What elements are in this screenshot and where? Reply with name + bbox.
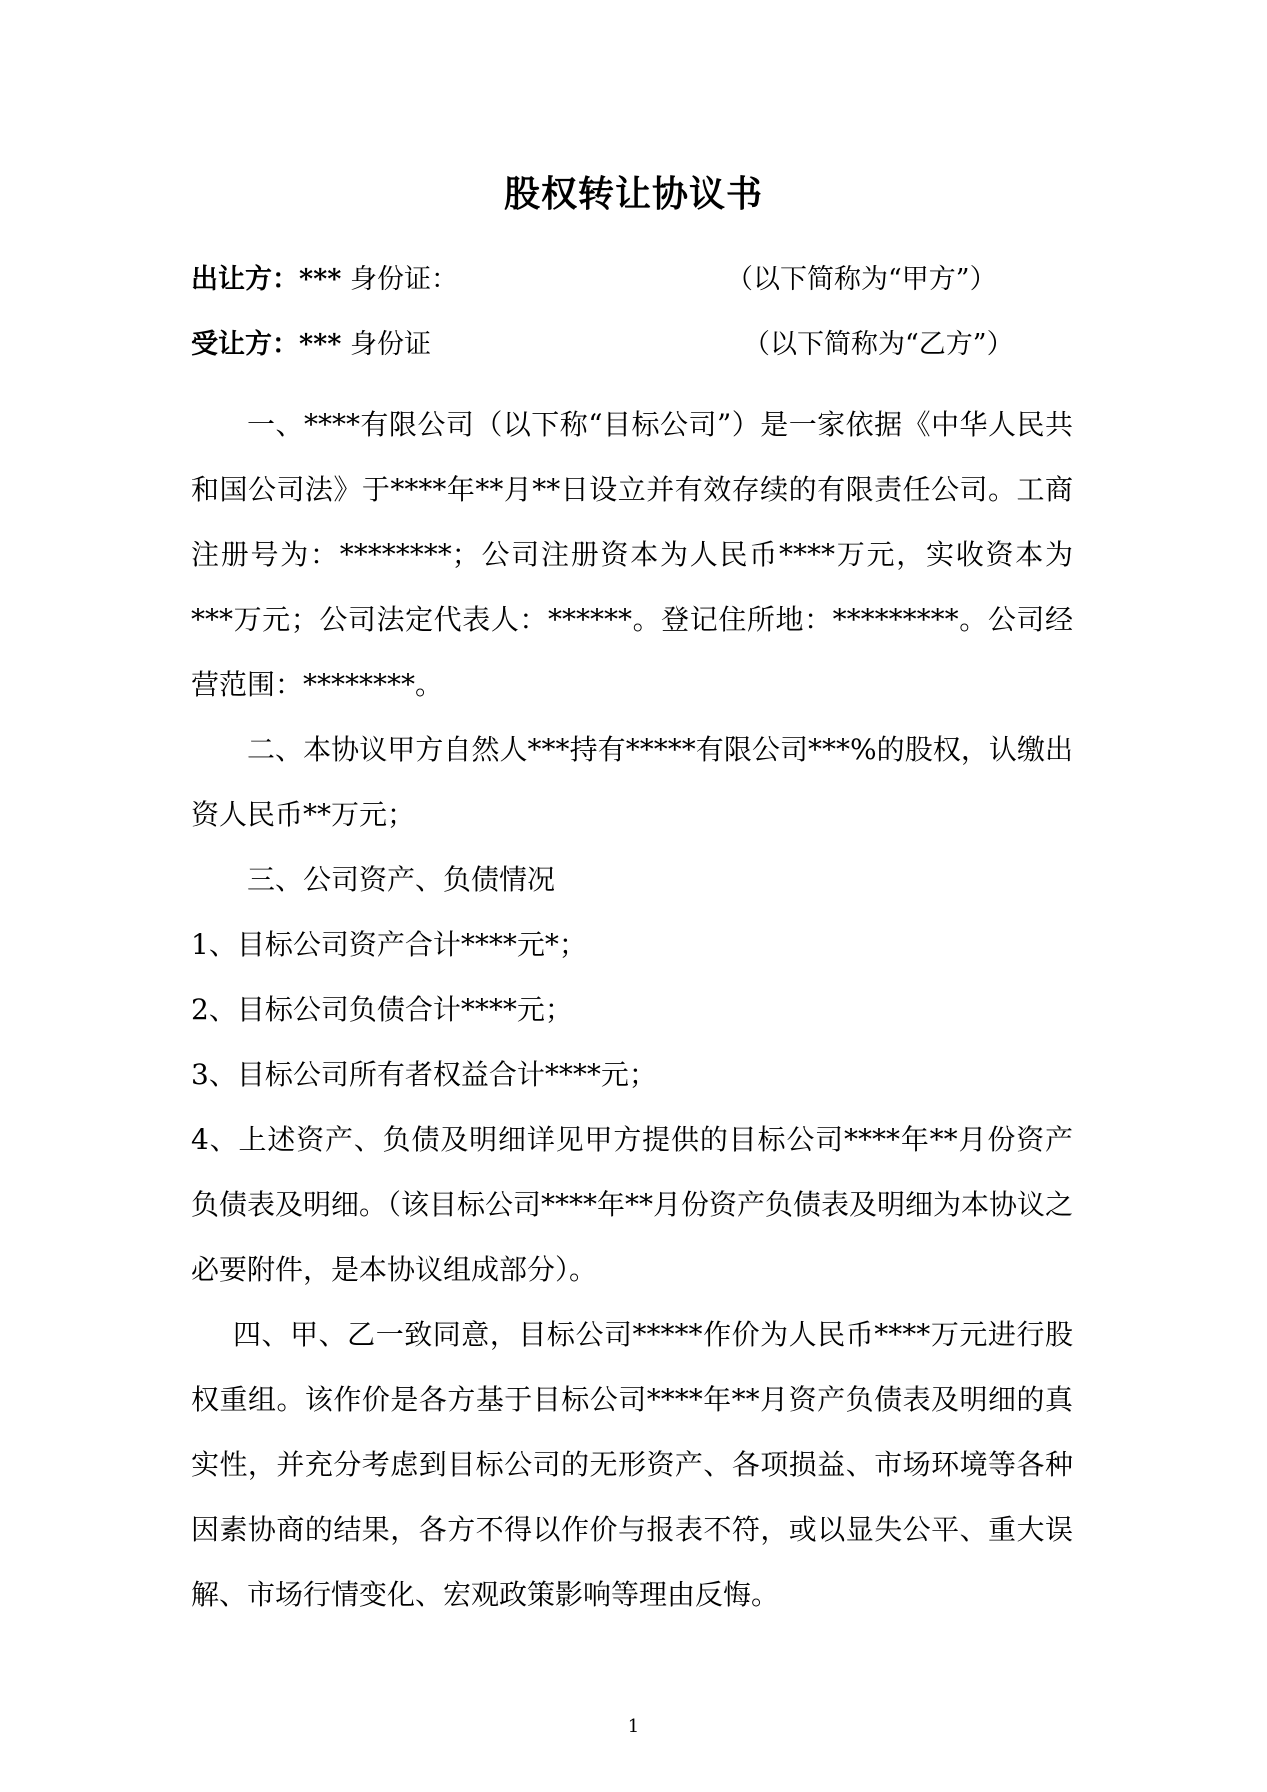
clause-1-target-company: 一、****有限公司（以下称“目标公司”）是一家依据《中华人民共和国公司法》于****年**月**日设立并有效存续的有限责任公司。工商注册号为：********；公司注册资本为人民币****万元，实收资本为 ***万元；公司法定代表人：******。登记住所地：*********。公司经营范围：********。 bbox=[191, 408, 1073, 701]
document-body bbox=[191, 392, 1073, 1627]
transferee-line bbox=[191, 322, 1014, 361]
transferor-alias: （以下简称为“甲方”） bbox=[726, 264, 997, 295]
clause-3-item-4: 4、上述资产、负债及明细详见甲方提供的目标公司****年**月份资产负债表及明细。（该目标公司****年**月份资产负债表及明细为本协议之必要附件，是本协议组成部分）。 bbox=[191, 1123, 1074, 1286]
clause-3-item-3: 3、目标公司所有者权益合计****元； bbox=[191, 1058, 657, 1091]
clause-3-heading: 三、公司资产、负债情况 bbox=[247, 863, 556, 896]
document-title: 股权转让协议书 bbox=[503, 173, 763, 215]
transferor-line bbox=[191, 257, 997, 296]
transferee-alias: （以下简称为“乙方”） bbox=[743, 329, 1014, 360]
clause-3-item-2: 2、目标公司负债合计****元； bbox=[191, 993, 573, 1026]
transferee-name: *** bbox=[299, 329, 342, 360]
transferee-id-label: 身份证 bbox=[341, 329, 431, 360]
clause-4-valuation: 四、甲、乙一致同意，目标公司*****作价为人民币****万元进行股权重组。该作价是各方基于目标公司****年**月资产负债表及明细的真实性，并充分考虑到目标公司的无形资产、各项损益、市场环境等各种因素协商的结果，各方不得以作价与报表不符，或以显失公平、重大误解、市场行情变化、宏观政策影响等理由反悔。 bbox=[191, 1318, 1073, 1611]
transferor-name: *** bbox=[299, 264, 342, 295]
transferor-id-label: 身份证： bbox=[341, 264, 458, 295]
transferee-label: 受让方： bbox=[191, 329, 299, 360]
transferor-label: 出让方： bbox=[191, 264, 299, 295]
clause-3-item-1: 1、目标公司资产合计****元*； bbox=[191, 928, 587, 961]
page-number: 1 bbox=[627, 1716, 640, 1737]
clause-2-shareholding: 二、本协议甲方自然人***持有*****有限公司***%的股权，认缴出资人民币**万元； bbox=[191, 733, 1073, 831]
